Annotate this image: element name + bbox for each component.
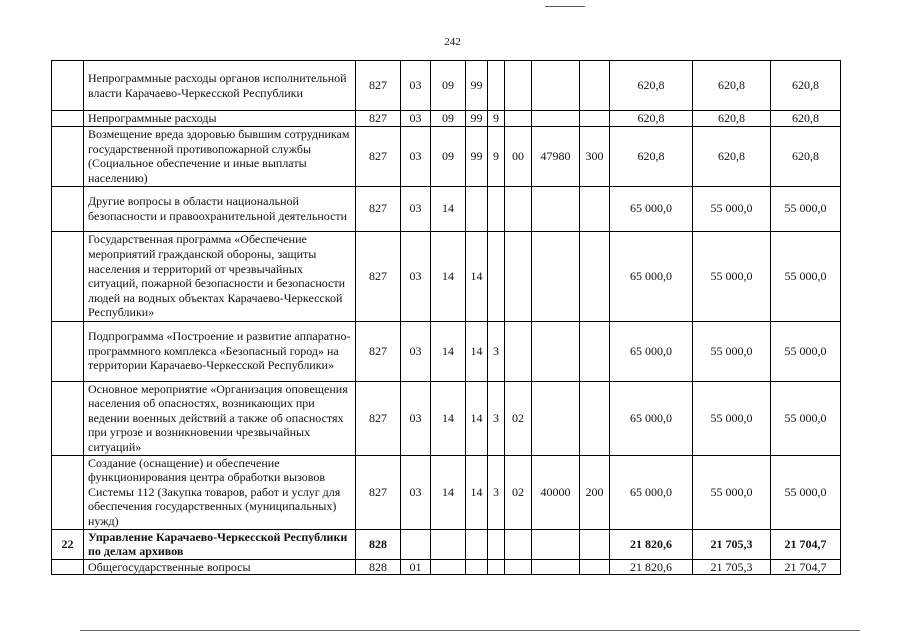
expense-type-cell [580,231,610,321]
expense-type-cell: 300 [580,126,610,186]
row-number-cell [52,61,84,111]
subsection-code-cell: 09 [431,126,466,186]
table-row [52,529,841,559]
expense-type-cell [580,381,610,455]
activity-code-cell [505,186,532,231]
amount-year2-cell: 21 705,3 [693,529,771,559]
section-code-cell: 03 [401,186,431,231]
table-row [52,455,841,529]
item-name-cell: Непрограммные расходы [84,111,356,127]
subprogram-code-cell [488,559,505,575]
program-code-cell: 14 [466,455,488,529]
activity-code-cell [505,111,532,127]
subsection-code-cell [431,529,466,559]
activity-code-cell: 02 [505,455,532,529]
table-row [52,126,841,186]
department-code-cell: 827 [356,186,401,231]
section-code-cell: 03 [401,455,431,529]
table-row [52,231,841,321]
direction-code-cell [532,186,580,231]
amount-year1-cell: 65 000,0 [610,231,693,321]
table-row [52,111,841,127]
activity-code-cell [505,529,532,559]
item-name-cell: Общегосударственные вопросы [84,559,356,575]
amount-year1-cell: 620,8 [610,61,693,111]
subprogram-code-cell [488,186,505,231]
amount-year1-cell: 620,8 [610,126,693,186]
table-row [52,321,841,381]
section-code-cell: 01 [401,559,431,575]
row-number-cell [52,455,84,529]
amount-year2-cell: 620,8 [693,126,771,186]
subsection-code-cell: 14 [431,455,466,529]
item-name-cell: Другие вопросы в области национальной безопасности и правоохранительной деятельности [84,186,356,231]
amount-year3-cell: 620,8 [771,61,841,111]
program-code-cell [466,559,488,575]
activity-code-cell [505,559,532,575]
item-name-cell: Возмещение вреда здоровью бывшим сотрудникам государственной противопожарной службы (Социальное обеспечение и иные выплаты населению) [84,126,356,186]
expense-type-cell [580,529,610,559]
row-number-cell: 22 [52,529,84,559]
subsection-code-cell: 09 [431,61,466,111]
expense-type-cell [580,321,610,381]
amount-year2-cell: 55 000,0 [693,455,771,529]
table-row [52,559,841,575]
section-code-cell: 03 [401,321,431,381]
amount-year3-cell: 55 000,0 [771,321,841,381]
item-name-cell: Управление Карачаево-Черкесской Республики по делам архивов [84,529,356,559]
subprogram-code-cell: 3 [488,455,505,529]
section-code-cell: 03 [401,111,431,127]
subsection-code-cell: 14 [431,231,466,321]
subsection-code-cell: 14 [431,186,466,231]
amount-year3-cell: 55 000,0 [771,231,841,321]
program-code-cell: 14 [466,321,488,381]
row-number-cell [52,111,84,127]
table-row [52,186,841,231]
department-code-cell: 827 [356,231,401,321]
program-code-cell [466,186,488,231]
program-code-cell: 99 [466,126,488,186]
amount-year3-cell: 55 000,0 [771,186,841,231]
amount-year3-cell: 55 000,0 [771,455,841,529]
department-code-cell: 827 [356,381,401,455]
item-name-cell: Создание (оснащение) и обеспечение функционирования центра обработки вызовов Системы 112 (Закупка товаров, работ и услуг для обеспечения государственных (муниципальных) нужд) [84,455,356,529]
section-code-cell [401,529,431,559]
program-code-cell [466,529,488,559]
activity-code-cell [505,61,532,111]
row-number-cell [52,126,84,186]
direction-code-cell [532,111,580,127]
section-code-cell: 03 [401,381,431,455]
amount-year3-cell: 620,8 [771,126,841,186]
department-code-cell: 828 [356,529,401,559]
expense-type-cell [580,61,610,111]
activity-code-cell: 02 [505,381,532,455]
subprogram-code-cell: 3 [488,381,505,455]
amount-year2-cell: 55 000,0 [693,321,771,381]
page-number: 242 [444,36,461,48]
budget-table [51,60,841,575]
amount-year2-cell: 55 000,0 [693,381,771,455]
subprogram-code-cell [488,231,505,321]
amount-year3-cell: 620,8 [771,111,841,127]
amount-year1-cell: 65 000,0 [610,186,693,231]
department-code-cell: 827 [356,321,401,381]
row-number-cell [52,381,84,455]
direction-code-cell: 40000 [532,455,580,529]
direction-code-cell [532,529,580,559]
amount-year1-cell: 21 820,6 [610,529,693,559]
department-code-cell: 827 [356,111,401,127]
amount-year3-cell: 21 704,7 [771,529,841,559]
subprogram-code-cell: 9 [488,111,505,127]
subsection-code-cell: 14 [431,321,466,381]
subsection-code-cell: 09 [431,111,466,127]
program-code-cell: 14 [466,231,488,321]
section-code-cell: 03 [401,231,431,321]
amount-year1-cell: 65 000,0 [610,321,693,381]
amount-year2-cell: 21 705,3 [693,559,771,575]
direction-code-cell [532,559,580,575]
item-name-cell: Подпрограмма «Построение и развитие аппаратно-программного комплекса «Безопасный город» на территории Карачаево-Черкесской Республики» [84,321,356,381]
table-row [52,61,841,111]
subprogram-code-cell: 3 [488,321,505,381]
expense-type-cell [580,186,610,231]
expense-type-cell [580,559,610,575]
subprogram-code-cell [488,529,505,559]
expense-type-cell [580,111,610,127]
row-number-cell [52,186,84,231]
scan-bottom-line [80,630,860,631]
row-number-cell [52,559,84,575]
amount-year3-cell: 55 000,0 [771,381,841,455]
section-code-cell: 03 [401,61,431,111]
department-code-cell: 827 [356,126,401,186]
item-name-cell: Государственная программа «Обеспечение мероприятий гражданской обороны, защиты населения и территорий от чрезвычайных ситуаций, пожарной безопасности и безопасности людей на водных объектах Карачаево-Черкесской Республики» [84,231,356,321]
department-code-cell: 827 [356,61,401,111]
amount-year2-cell: 620,8 [693,61,771,111]
amount-year1-cell: 620,8 [610,111,693,127]
direction-code-cell [532,321,580,381]
department-code-cell: 828 [356,559,401,575]
subsection-code-cell: 14 [431,381,466,455]
section-code-cell: 03 [401,126,431,186]
row-number-cell [52,231,84,321]
direction-code-cell [532,381,580,455]
program-code-cell: 99 [466,61,488,111]
item-name-cell: Непрограммные расходы органов исполнительной власти Карачаево-Черкесской Республики [84,61,356,111]
direction-code-cell: 47980 [532,126,580,186]
subprogram-code-cell: 9 [488,126,505,186]
scan-top-line [545,6,585,7]
row-number-cell [52,321,84,381]
amount-year2-cell: 55 000,0 [693,186,771,231]
amount-year1-cell: 65 000,0 [610,381,693,455]
activity-code-cell: 00 [505,126,532,186]
amount-year1-cell: 65 000,0 [610,455,693,529]
direction-code-cell [532,231,580,321]
program-code-cell: 14 [466,381,488,455]
item-name-cell: Основное мероприятие «Организация оповещения населения об опасностях, возникающих при ведении военных действий а также об опасностях при угрозе и возникновении чрезвычайных ситуаций» [84,381,356,455]
amount-year3-cell: 21 704,7 [771,559,841,575]
expense-type-cell: 200 [580,455,610,529]
table-row [52,381,841,455]
subprogram-code-cell [488,61,505,111]
amount-year2-cell: 55 000,0 [693,231,771,321]
subsection-code-cell [431,559,466,575]
direction-code-cell [532,61,580,111]
amount-year2-cell: 620,8 [693,111,771,127]
activity-code-cell [505,321,532,381]
activity-code-cell [505,231,532,321]
department-code-cell: 827 [356,455,401,529]
amount-year1-cell: 21 820,6 [610,559,693,575]
program-code-cell: 99 [466,111,488,127]
